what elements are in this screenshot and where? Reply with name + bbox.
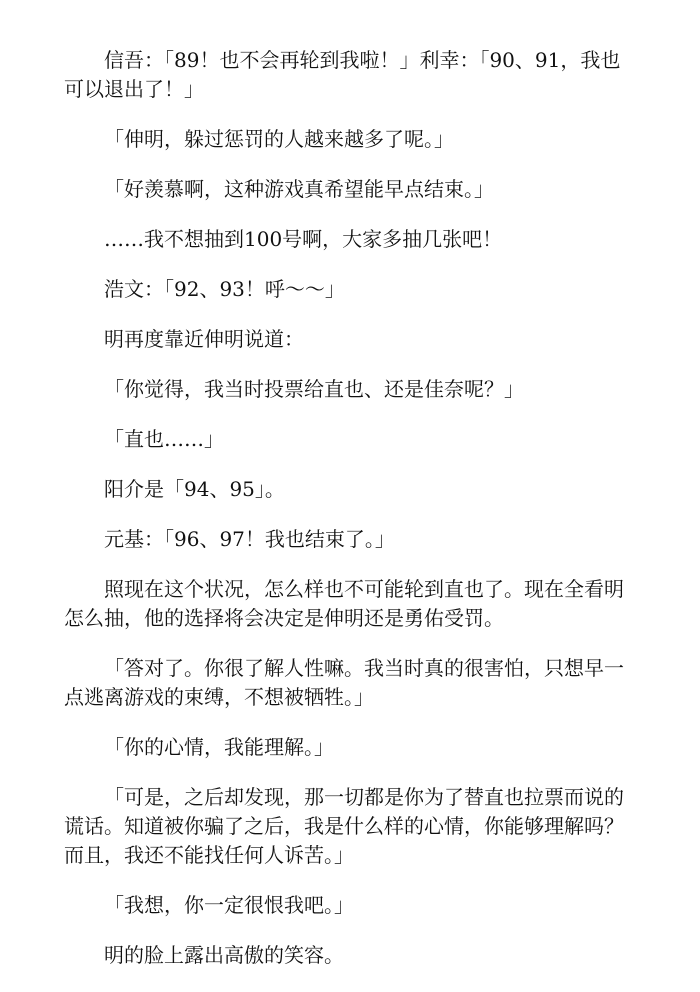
paragraph-15: 「我想，你一定很恨我吧。」 (104, 893, 354, 917)
document-page (64, 46, 636, 991)
paragraph-13: 「你的心情，我能理解。」 (104, 735, 334, 759)
paragraph-2: 「伸明，躲过惩罚的人越来越多了呢。」 (104, 127, 454, 151)
paragraph-8: 「直也……」 (104, 427, 224, 451)
paragraph-9: 阳介是「94、95」。 (104, 477, 285, 501)
paragraph-10: 元基：「96、97！我也结束了。」 (104, 527, 395, 551)
paragraph-5: 浩文：「92、93！呼～～」 (104, 277, 345, 301)
paragraph-14: 「可是，之后却发现，那一切都是你为了替直也拉票而说的谎话。知道被你骗了之后，我是什么样的心情，你能够理解吗？而且，我还不能找任何人诉苦。」 (64, 785, 624, 867)
paragraph-1: 信吾：「89！也不会再轮到我啦！」利幸：「90、91，我也可以退出了！」 (64, 48, 621, 101)
paragraph-12: 「答对了。你很了解人性嘛。我当时真的很害怕，只想早一点逃离游戏的束缚，不想被牺牲。」 (64, 656, 624, 709)
paragraph-7: 「你觉得，我当时投票给直也、还是佳奈呢？」 (104, 377, 524, 401)
paragraph-11: 照现在这个状况，怎么样也不可能轮到直也了。现在全看明怎么抽，他的选择将会决定是伸明还是勇佑受罚。 (64, 577, 624, 630)
paragraph-3: 「好羡慕啊，这种游戏真希望能早点结束。」 (104, 177, 494, 201)
paragraph-4: ……我不想抽到100号啊，大家多抽几张吧！ (104, 227, 503, 251)
paragraph-16: 明的脸上露出高傲的笑容。 (104, 943, 344, 967)
paragraph-6: 明再度靠近伸明说道： (104, 327, 304, 351)
